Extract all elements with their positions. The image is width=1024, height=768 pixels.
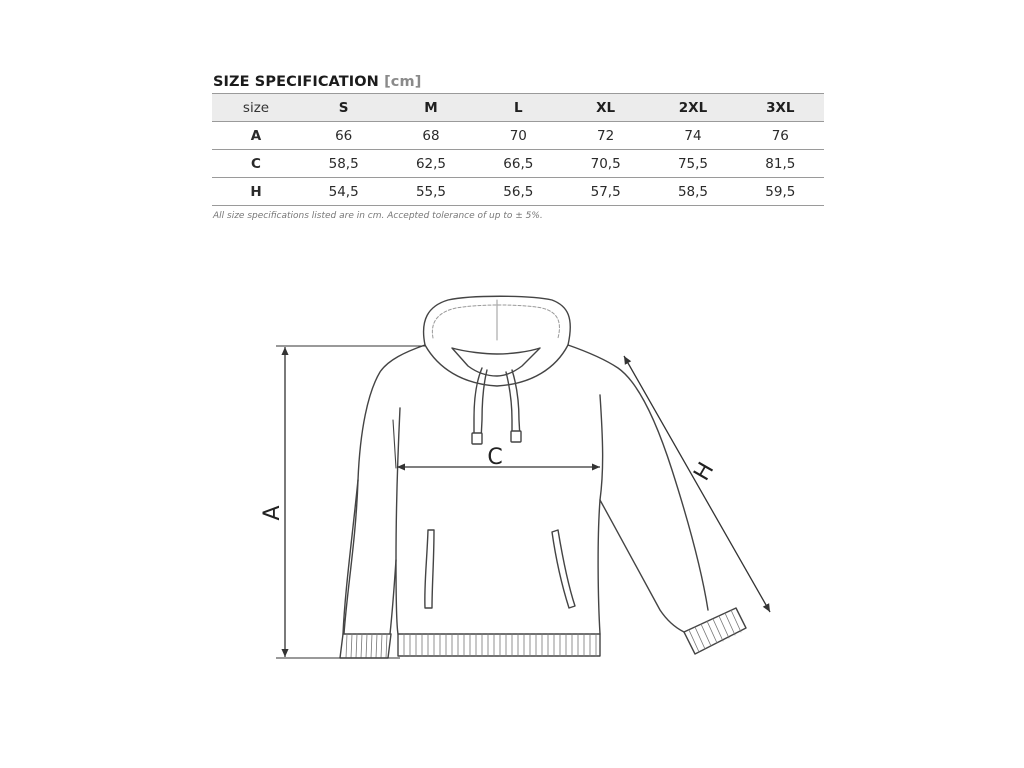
- table-cell: 59,5: [737, 178, 824, 206]
- table-cell: 57,5: [562, 178, 649, 206]
- tolerance-note: All size specifications listed are in cm. Accepted tolerance of up to ± 5%.: [213, 211, 543, 221]
- body-right-side: [598, 395, 603, 634]
- table-cell: 58,5: [649, 178, 736, 206]
- spec-title-text: SIZE SPECIFICATION: [213, 74, 379, 90]
- drawstring-right-2: [512, 370, 520, 438]
- table-cell: 74: [649, 122, 736, 150]
- pocket-left: [425, 530, 434, 608]
- table-cell: 66,5: [475, 150, 562, 178]
- pocket-right: [552, 530, 575, 608]
- table-cell: 72: [562, 122, 649, 150]
- header-cell: M: [387, 94, 474, 122]
- dimension-c-label: C: [487, 445, 503, 470]
- drawstring-left-2: [481, 370, 487, 440]
- row-label: C: [212, 150, 300, 178]
- table-cell: 54,5: [300, 178, 387, 206]
- dimension-lines: [276, 346, 770, 658]
- row-label: A: [212, 122, 300, 150]
- drawstring-tip-right: [511, 431, 521, 442]
- left-sleeve-lower: [343, 480, 358, 634]
- dimension-h-line: [624, 356, 770, 612]
- header-cell: S: [300, 94, 387, 122]
- table-cell: 56,5: [475, 178, 562, 206]
- hoodie-outline: [340, 296, 746, 658]
- body-left-side: [396, 408, 400, 634]
- table-cell: 66: [300, 122, 387, 150]
- table-cell: 68: [387, 122, 474, 150]
- dimension-h-label: H: [689, 458, 720, 486]
- drawstring-tip-left: [472, 433, 482, 444]
- table-cell: 75,5: [649, 150, 736, 178]
- header-cell: L: [475, 94, 562, 122]
- drawstring-left: [474, 368, 482, 440]
- body-left-side-2: [393, 420, 396, 468]
- header-cell: size: [212, 94, 300, 122]
- dimension-a-label: A: [260, 505, 285, 521]
- table-cell: 55,5: [387, 178, 474, 206]
- collar-inner: [452, 348, 540, 376]
- spec-unit: [cm]: [384, 74, 422, 90]
- right-sleeve-inner: [600, 500, 684, 632]
- left-cuff: [340, 634, 391, 658]
- table-cell: 70: [475, 122, 562, 150]
- drawstring-right: [506, 372, 512, 438]
- left-sleeve-inner: [390, 560, 396, 634]
- right-cuff: [684, 608, 746, 654]
- table-cell: 70,5: [562, 150, 649, 178]
- table-cell: 62,5: [387, 150, 474, 178]
- header-cell: 3XL: [737, 94, 824, 122]
- hood-stitch: [432, 305, 559, 338]
- table-cell: 81,5: [737, 150, 824, 178]
- header-cell: 2XL: [649, 94, 736, 122]
- body-left-shoulder: [344, 345, 425, 634]
- collar-outline: [425, 345, 568, 386]
- table-cell: 76: [737, 122, 824, 150]
- header-cell: XL: [562, 94, 649, 122]
- table-cell: 58,5: [300, 150, 387, 178]
- row-label: H: [212, 178, 300, 206]
